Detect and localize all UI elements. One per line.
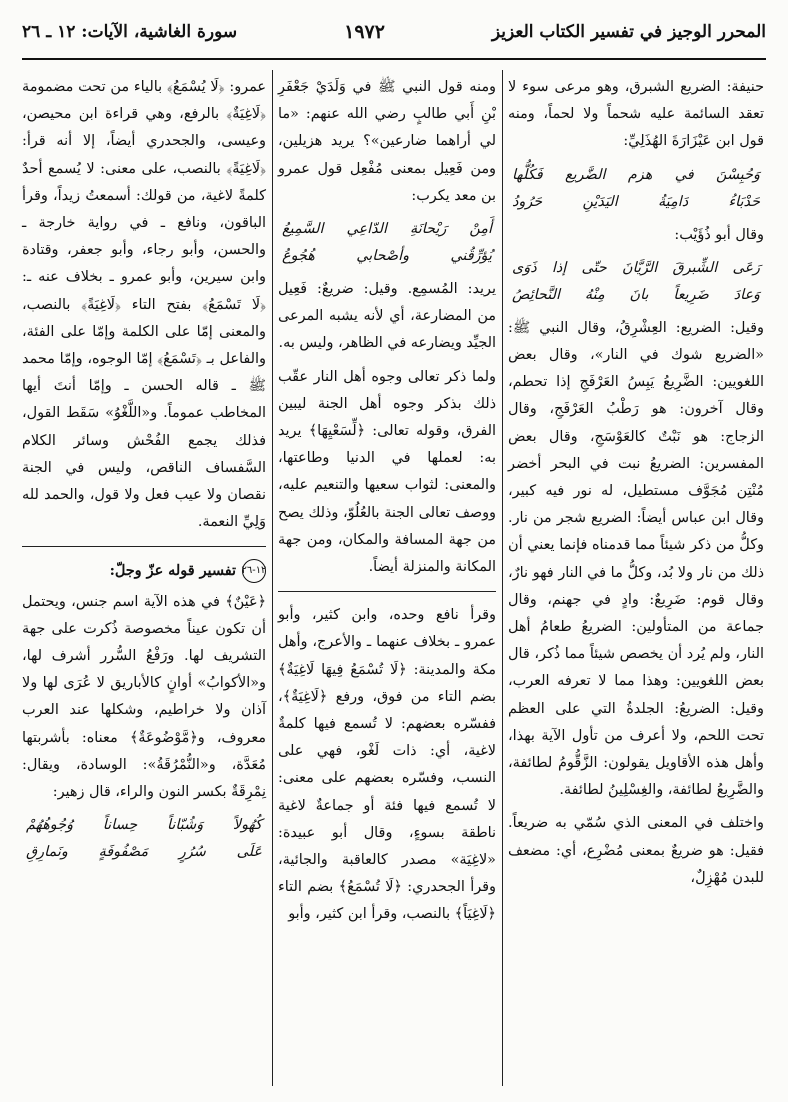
verse-hemistich: كُهُولاً وَشُبّاناً حِساناً وُجُوهُهُمْ [26, 817, 262, 834]
paragraph: وقيل: الضريع: العِشْرِقُ، وقال النبي ﷺ: «الضريع شوك في النار»، وقال بعض اللغويين: الضَّرِيعُ يَبِسُ العَرْفَجِ إذا تحطم، وقال آخرون: هو رَطْبُ العَرْفَجِ، وقال الزجاج: هو نَبْتٌ كالعَوْسَجِ، وقال بعض المفسرين: الضريعُ نبت في البحر أخضر مُنْتِن مُجَوَّف مستطيل، له نور فيه كبير، وقال ابن عباس أيضاً: الضريع شجر من نار. وكلُّ من ذكر شيئاً مما قدمناه فإنما يعني أن ذلك من نار ولا بُد، وكلُّ ما في النار فهو نارٌ، وقال قوم: ضَرِيعٌ: وادٍ في جهنم، وقال جماعة من المتأولين: الضريعُ طعامُ أهل النار، ولم يُرد أن يخصص شيئاً مما ذُكر، قال بعض اللغويين: وهذا مما لا تعرفه العرب، وقيل: الضريعُ: الجلدةُ التي على العظم تحت اللحم، ولا أعرف من تأول الآية بهذا، وأهل هذه الأقاويل يقولون: الزَّقُّومُ لطائفة، والضَّرِيعُ لطائفة، والغِسْلِينُ لطائفة. [508, 319, 764, 799]
section-divider [22, 546, 266, 547]
paragraph: وقال أبو ذُؤَيْب: [674, 226, 764, 243]
section-divider [278, 591, 496, 592]
verse-hemistich: حَدْبَاءُ دَامِيَةُ اليَدَيْنِ حَرُودُ [512, 193, 760, 210]
paragraph: ومنه قول النبي ﷺ في وَلَدَيْ جَعْفَرِ بْنِ أَبي طالبٍ رضي الله عنهم: «ما لي أراهما ضارعين»؟ يريد هزيلين، ومن فَعِيل بمعنى مُفْعِل قول عمرو بن معد يكرب: [278, 79, 496, 204]
book-title: المحرر الوجيز في تفسير الكتاب العزيز [491, 22, 766, 42]
text-column-left [22, 74, 266, 872]
paragraph: حنيفة: الضريع الشبرق، وهو مرعى سوء لا تعقد السائمة عليه شحماً ولا لحماً، ومنه قول ابن عَيْزَارَةَ الهُذَلِيِّ: [508, 79, 764, 150]
paragraph: وقرأ نافع وحده، وابن كثير، وأبو عمرو ـ بخلاف عنهما ـ والأعرج، وأهل مكة والمدينة: ﴿لَا تُسْمَعُ فِيهَا لَاغِيَةٌ﴾ بضم التاء من فوق، ورفع ﴿لَاغِيَةٌ﴾، ففسّره بعضهم: لا تُسمع فيها كلمةٌ لاغية، أي: ذات لَغْو، فهي على النسب، وفسّره بعضهم على معنى: لا تُسمع فيها فئة أو جماعةٌ لاغية ناطقة بسوءٍ، وقال أبو عبيدة: «لاغِيَة» مصدر كالعاقبة والجائية، وقرأ الجحدري: ﴿لَا تُسْمَعُ﴾ بضم التاء ﴿لَاغِيَاً﴾ بالنصب، وقرأ ابن كثير، وأبو [278, 607, 496, 923]
page-header [22, 6, 766, 60]
verse-hemistich: عَلَى سُرُرٍ مَصْفُوفَةٍ ونَمارِقِ [26, 844, 262, 861]
surah-ayat-title: سورة الغاشية، الآيات: ١٢ ـ ٢٦ [22, 22, 238, 42]
section-heading [22, 557, 266, 584]
verse-hemistich: أَمِنْ رَيْحانَةِ الدّاعِي السَّمِيعُ [282, 221, 492, 238]
text-column-right [508, 74, 764, 892]
paragraph: واختلف في المعنى الذي سُمّي به ضريعاً. فقيل: هو ضريعٌ بمعنى مُضْرِع، أي: مضعف للبدن مُهْزِلٌ، [508, 815, 764, 886]
paragraph: يريد: المُسمِع. وقيل: ضريعٌ: فَعِيل من المضارعة، أي لأنه يشبه المرعى الجيِّد ويضارعه في الظاهر، وليس به. [278, 281, 496, 352]
verse-hemistich: رَعَى الشِّبرقَ الرَّيَّانَ حتّى إذا ذَوَى [512, 259, 760, 276]
text-column-middle [278, 74, 496, 929]
column-divider [272, 70, 273, 1086]
verse-hemistich: يُؤرِّقُني وأصْحابي هُجُوعُ [282, 248, 492, 265]
section-heading-text: تفسير قوله عزّ وجلّ: [109, 562, 236, 580]
verse-hemistich: وَعادَ ضَرِيعاً بانَ مِنْهُ النَّحائِصُ [512, 286, 760, 303]
poetry-verse [508, 162, 764, 216]
poetry-verse [22, 812, 266, 866]
column-divider [502, 70, 503, 1086]
ayah-number-badge: ١٢-٢٦ [242, 559, 266, 583]
poetry-verse [278, 216, 496, 270]
paragraph: ولما ذكر تعالى وجوه أهل النار عقّب ذلك بذكر وجوه أهل الجنة ليبين الفرق، وقوله تعالى: ﴿لِّسَعْيِهَا﴾ يريد به: لعملها في الدنيا وطاعتها، والمعنى: لثواب سعيها والتنعيم عليه، ووصف تعالى الجنة بالعُلُوّ، وذلك يصح من جهة المسافة والمكان، ومن جهة المكانة والمنزلة أيضاً. [278, 368, 496, 576]
poetry-verse [508, 255, 764, 309]
page-number: ١٩٧٢ [344, 21, 385, 43]
verse-hemistich: وَحُبِسْنَ في هزم الضَّريع فَكُلُّها [512, 166, 760, 183]
paragraph: ﴿عَيْنٌ﴾ في هذه الآية اسم جنس، ويحتمل أن تكون عيناً مخصوصة ذُكرت على جهة التشريف لها. ورَفْعُ السُّرر أشرف لها، و«الأكوابُ» أوانٍ كالأباريق لا عُرَى لها ولا آذان ولا خراطيم، وشكلها عند العرب معروف، و﴿مَّوْضُوعَةٌ﴾ معناه: بأشربتها مُعَدَّة، و«النُّمْرُقَةُ»: الوسادة، ويقال: نِمْرِقَةٌ بكسر النون والراء، قال زهير: [22, 593, 266, 801]
paragraph: عمرو: ﴿لَا يُسْمَعُ﴾ بالياء من تحت مضمومة ﴿لَاغِيَةٌ﴾ بالرفع، وهي قراءة ابن محيصن، وعيسى، والجحدري أيضاً، إلا أنه قرأ: ﴿لَاغِيَةً﴾ بالنصب، على معنى: لا يُسمع أحدٌ كلمةً لاغية، من قولك: أسمعتُ زيداً، وقرأ الباقون، ونافع ـ في رواية خارجة ـ والحسن، وأبو رجاء، وأبو جعفر، وقتادة وابن سيرين، وأبو عمرو ـ بخلاف عنه ـ: ﴿لَا تَسْمَعُ﴾ بفتح التاء ﴿لَاغِيَةً﴾ بالنصب، والمعنى إمّا على الكلمة وإمّا على الفئة، والفاعل بـ ﴿تَسْمَعُ﴾ إمّا الوجوه، وإمّا محمد ﷺ ـ قاله الحسن ـ وإمّا أنتَ أيها المخاطب عموماً. و«اللَّغْوُ» سَقَط القول، فذلك يجمع الفُحْش وسائر الكلام السَّفساف الناقص، وليس في الجنة نقصان ولا عيب فعل ولا قول، والحمد لله وَلِيِّ النعمة. [22, 79, 266, 531]
